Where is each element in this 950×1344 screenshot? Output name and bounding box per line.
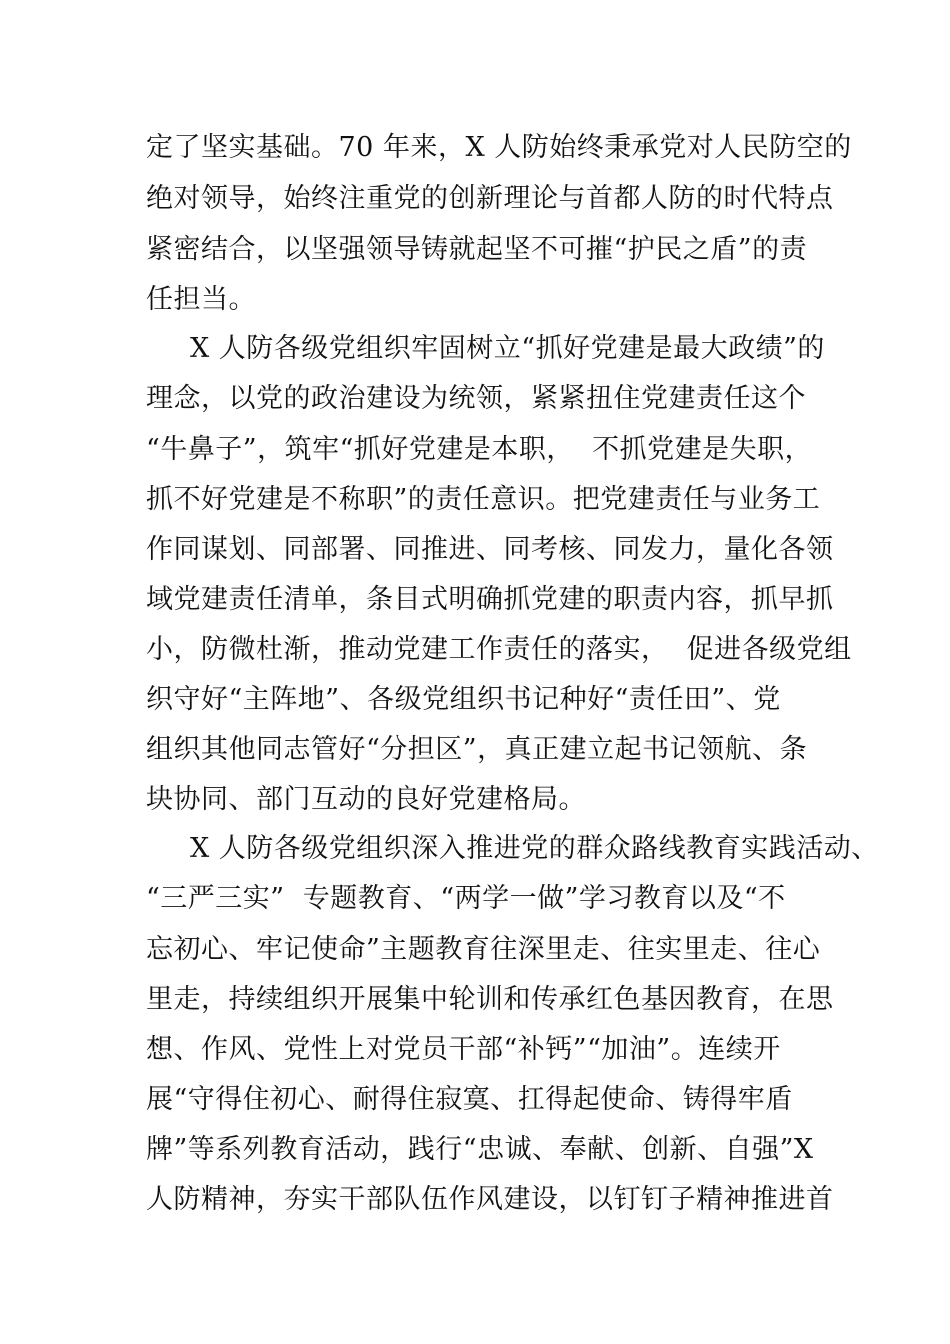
text-line: 人防精神，夯实干部队伍作风建设，以钉钉子精神推进首	[146, 1184, 834, 1215]
text-line: 块协同、部门互动的良好党建格局。	[146, 784, 586, 815]
text-line: 绝对领导，始终注重党的创新理论与首都人防的时代特点	[146, 183, 834, 214]
text-line: 理念，以党的政治建设为统领，紧紧扭住党建责任这个	[146, 383, 806, 414]
text-line: 牌”等系列教育活动，践行“忠诚、奉献、创新、自强”X	[146, 1134, 814, 1165]
text-line: 定了坚实基础。70 年来，X 人防始终秉承党对人民防空的	[146, 132, 852, 163]
text-line: 域党建责任清单，条目式明确抓党建的职责内容，抓早抓	[146, 584, 834, 615]
text-line: X 人防各级党组织牢固树立“抓好党建是最大政绩”的	[190, 333, 825, 364]
text-line: 任担当。	[146, 284, 256, 315]
text-line: 里走，持续组织开展集中轮训和传承红色基因教育，在思	[146, 984, 834, 1015]
text-line: 忘初心、牢记使命”主题教育往深里走、往实里走、往心	[146, 934, 821, 965]
text-line: 小，防微杜渐，推动党建工作责任的落实， 促进各级党组	[146, 634, 852, 665]
text-line: 织守好“主阵地”、各级党组织书记种好“责任田”、党	[146, 684, 781, 715]
text-line: “牛鼻子”，筑牢“抓好党建是本职， 不抓党建是失职，	[146, 434, 813, 465]
text-line: 展“守得住初心、耐得住寂寞、扛得起使命、铸得牢盾	[146, 1084, 793, 1115]
text-line: X 人防各级党组织深入推进党的群众路线教育实践活动、	[190, 833, 879, 864]
text-line: 抓不好党建是不称职”的责任意识。把党建责任与业务工	[146, 484, 821, 515]
text-line: 作同谋划、同部署、同推进、同考核、同发力，量化各领	[146, 534, 834, 565]
text-line: 想、作风、党性上对党员干部“补钙”“加油”。连续开	[146, 1034, 781, 1065]
text-line: “三严三实” 专题教育、“两学一做”学习教育以及“不	[146, 883, 786, 914]
text-line: 组织其他同志管好“分担区”，真正建立起书记领航、条	[146, 734, 808, 765]
text-line: 紧密结合，以坚强领导铸就起坚不可摧“护民之盾”的责	[146, 234, 808, 265]
